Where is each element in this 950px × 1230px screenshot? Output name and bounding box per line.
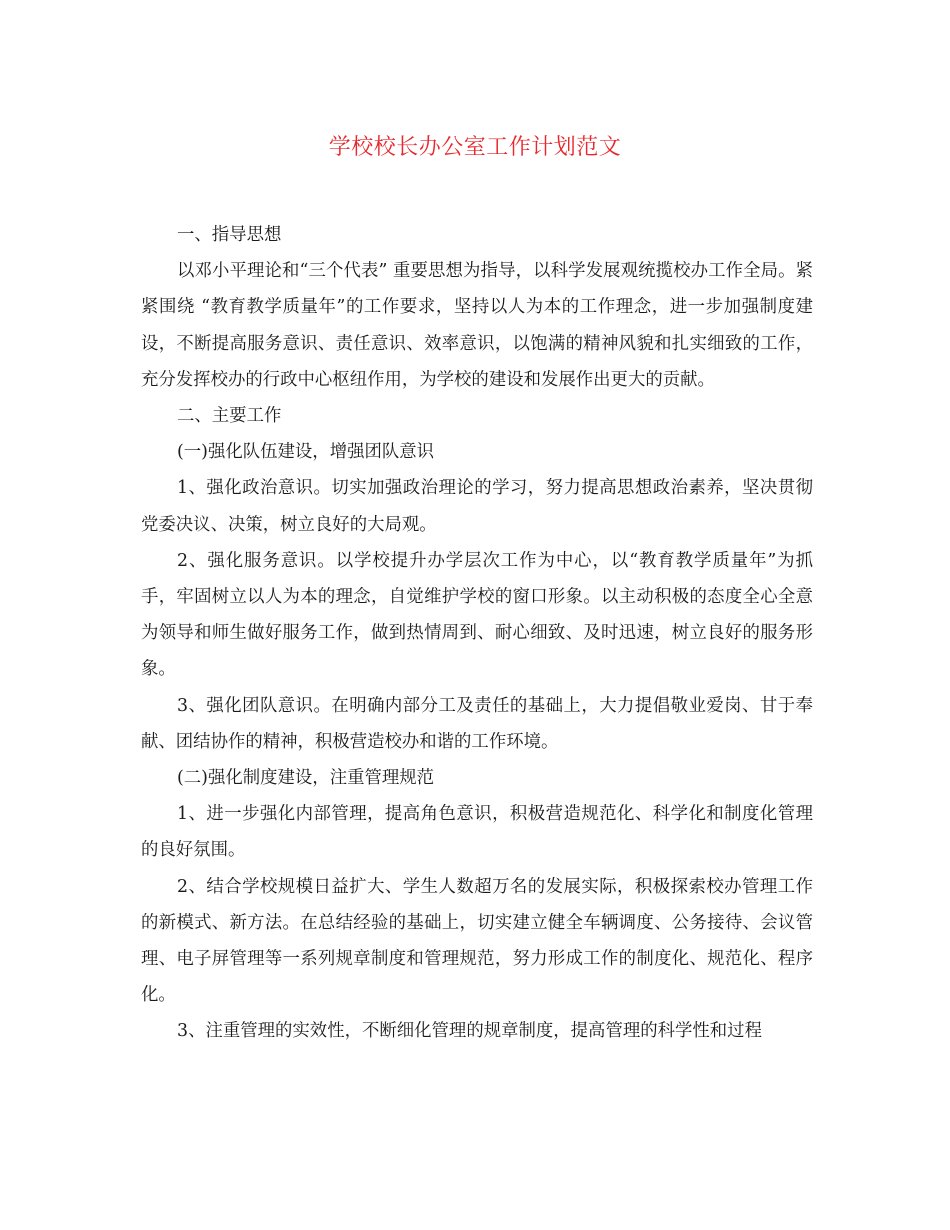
paragraph: 3、强化团队意识。在明确内部分工及责任的基础上，大力提倡敬业爱岗、甘于奉献、团结协作的精神，积极营造校办和谐的工作环境。 bbox=[141, 695, 813, 752]
paragraph: 2、强化服务意识。以学校提升办学层次工作为中心，以“教育教学质量年”为抓手，牢固树立以人为本的理念，自觉维护学校的窗口形象。以主动积极的态度全心全意为领导和师生做好服务工作，做到热情周到、耐心细致、及时迅速，树立良好的服务形象。 bbox=[141, 550, 813, 680]
subsection-heading: (二)强化制度建设，注重管理规范 bbox=[177, 768, 435, 789]
section-heading-guiding-ideology: 一、指导思想 bbox=[177, 225, 282, 245]
subsection-heading: (一)强化队伍建设，增强团队意识 bbox=[177, 442, 435, 463]
paragraph: 1、强化政治意识。切实加强政治理论的学习，努力提高思想政治素养，坚决贯彻党委决议、决策，树立良好的大局观。 bbox=[141, 478, 813, 535]
document-title: 学校校长办公室工作计划范文 bbox=[328, 135, 622, 160]
paragraph: 以邓小平理论和“三个代表” 重要思想为指导，以科学发展观统揽校办工作全局。紧紧围绕 “教育教学质量年”的工作要求，坚持以人为本的工作理念，进一步加强制度建设，不断提高服务意识、责任意识、效率意识，以饱满的精神风貌和扎实细致的工作，充分发挥校办的行政中心枢纽作用，为学校的建设和发展作出更大的贡献。 bbox=[141, 261, 813, 390]
document-body bbox=[141, 217, 813, 1050]
section-heading-main-work: 二、主要工作 bbox=[177, 406, 282, 427]
paragraph: 2、结合学校规模日益扩大、学生人数超万名的发展实际，积极探索校办管理工作的新模式、新方法。在总结经验的基础上，切实建立健全车辆调度、公务接待、会议管理、电子屏管理等一系列规章制度和管理规范，努力形成工作的制度化、规范化、程序化。 bbox=[141, 876, 813, 1006]
paragraph: 1、进一步强化内部管理，提高角色意识，积极营造规范化、科学化和制度化管理的良好氛围。 bbox=[141, 804, 813, 861]
paragraph: 3、注重管理的实效性，不断细化管理的规章制度，提高管理的科学性和过程 bbox=[177, 1021, 762, 1042]
